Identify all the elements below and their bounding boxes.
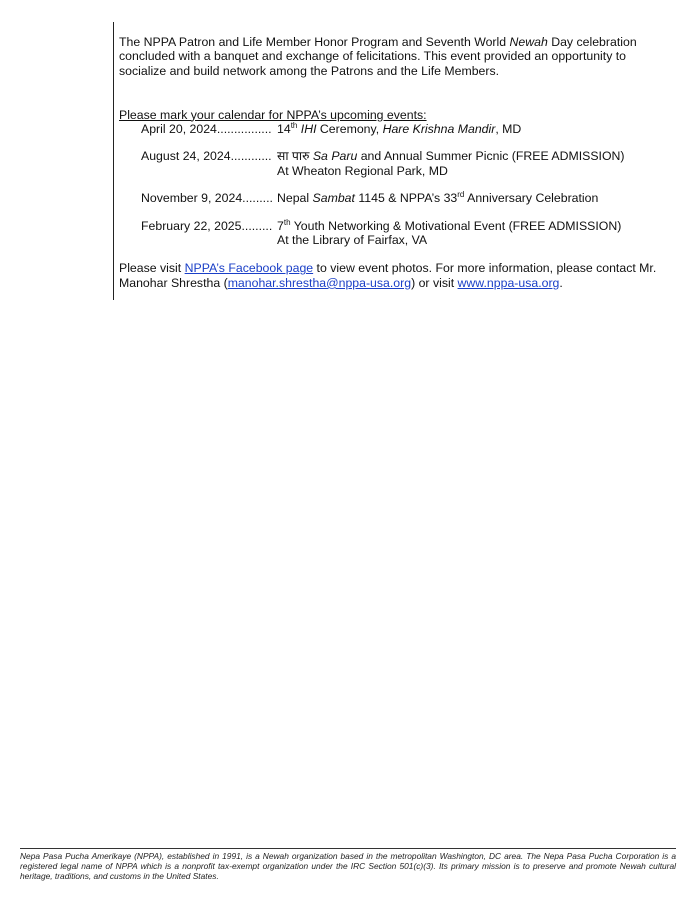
event-date: April 20, 2024 — [141, 122, 217, 137]
calendar-heading: Please mark your calendar for NPPA’s upcoming events: — [119, 107, 427, 122]
event-location: At Wheaton Regional Park, MD — [277, 163, 448, 178]
leader-dots: ................ — [216, 122, 272, 137]
event-date: February 22, 2025 — [141, 218, 242, 233]
footer-divider — [20, 848, 676, 849]
event-description: 7th Youth Networking & Motivational Event (FREE ADMISSION) — [277, 217, 622, 233]
page-content — [119, 35, 664, 290]
event-date: November 9, 2024 — [141, 191, 243, 206]
footer-note: Nepa Pasa Pucha Amerikaye (NPPA), established in 1991, is a Newah organization based in the metropolitan Washington, DC area. The Nepa Pasa Pucha Corporation is a registered legal name of NPPA which is a nonprofit tax-exempt organization under the IRC Section 501(c)(3). Its primary mission is to preserve and promote Newah cultural heritage, traditions, and customs in the United States. — [20, 851, 676, 881]
event-item — [141, 122, 664, 136]
event-item — [141, 219, 664, 248]
contact-paragraph: Please visit NPPA’s Facebook page to view event photos. For more information, please contact Mr. Manohar Shrestha (manohar.shrestha@nppa-usa.org) or visit www.nppa-usa.org. — [119, 261, 657, 290]
leader-dots: ......... — [241, 218, 273, 233]
event-item — [141, 191, 664, 205]
email-link[interactable]: manohar.shrestha@nppa-usa.org — [227, 275, 412, 290]
event-description: सा पारु Sa Paru and Annual Summer Picnic (FREE ADMISSION) — [277, 149, 625, 164]
leader-dots: ......... — [242, 191, 273, 206]
facebook-page-link[interactable]: NPPA’s Facebook page — [184, 261, 314, 276]
event-description: Nepal Sambat 1145 & NPPA’s 33rd Anniversary Celebration — [277, 190, 599, 206]
event-description: 14th IHI Ceremony, Hare Krishna Mandir, MD — [277, 121, 522, 137]
event-item — [141, 149, 664, 178]
website-link[interactable]: www.nppa-usa.org — [457, 275, 560, 290]
event-location: At the Library of Fairfax, VA — [277, 233, 428, 248]
event-date: August 24, 2024 — [141, 149, 231, 164]
intro-paragraph: The NPPA Patron and Life Member Honor Program and Seventh World Newah Day celebration concluded with a banquet and exchange of felicitations. This event provided an opportunity to socialize and build network among the Patrons and the Life Members. — [119, 35, 637, 78]
left-margin-rule — [113, 22, 114, 300]
leader-dots: ............ — [230, 149, 272, 164]
